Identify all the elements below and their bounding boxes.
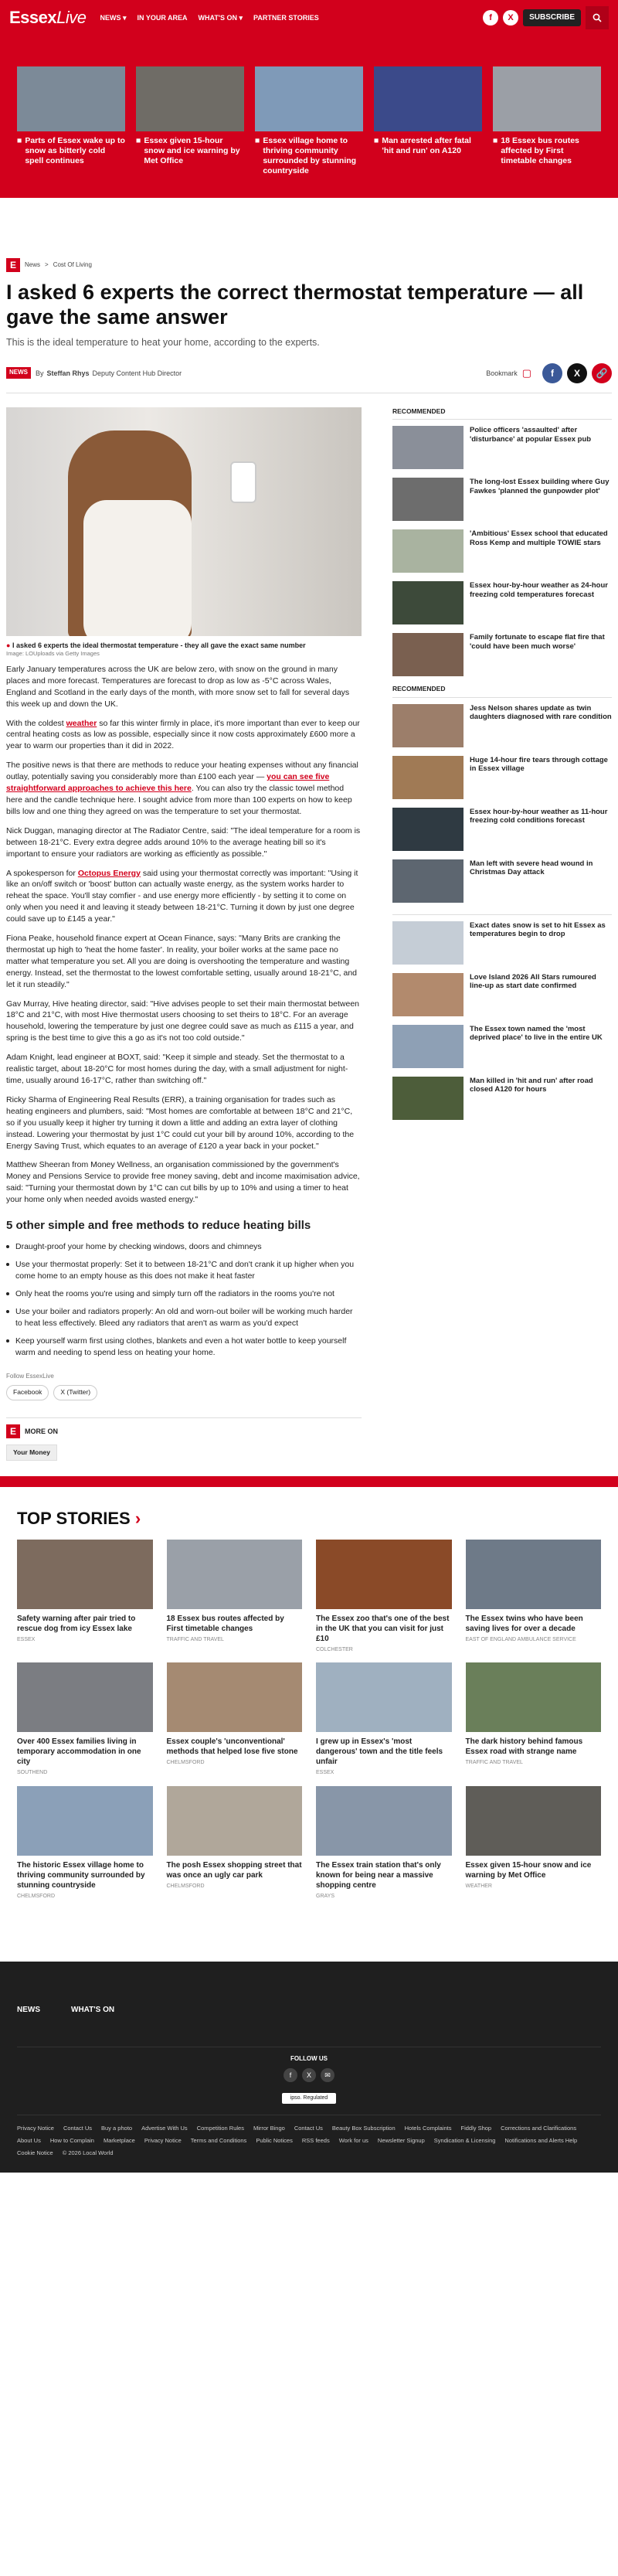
top-story-category[interactable]: WEATHER: [465, 1883, 492, 1889]
recommended-item[interactable]: [392, 478, 612, 521]
paragraph-4: Nick Duggan, managing director at The Radiator Centre, said: "The ideal temperature for a room is between 18-21°C. Every extra degree adds around 10% to the average heating bill so it's important to ensure your radiators are working as efficiently as possible.": [6, 825, 361, 859]
square-bullet-icon: ■: [374, 136, 379, 145]
follow-label: Follow EssexLive: [6, 1372, 54, 1380]
facebook-share-icon[interactable]: f: [542, 363, 562, 383]
recommended-item[interactable]: [392, 529, 612, 573]
footer-link[interactable]: Buy a photo: [101, 2124, 133, 2132]
recommended-title: Essex hour-by-hour weather as 24-hour freezing cold temperatures forecast: [470, 581, 608, 599]
top-story-image: [167, 1786, 303, 1856]
recommended-list-3: [392, 921, 612, 1120]
recommended-list-1: [392, 426, 612, 676]
recommended-item[interactable]: [392, 756, 612, 799]
essex-logo-icon: E: [6, 258, 20, 272]
top-story-item[interactable]: [316, 1662, 452, 1776]
recommended-title: Essex hour-by-hour weather as 11-hour freezing cold conditions forecast: [470, 807, 608, 825]
bookmark-icon[interactable]: ▢: [521, 366, 531, 379]
news-tag[interactable]: NEWS: [6, 367, 31, 379]
article-title: I asked 6 experts the correct thermostat temperature — all gave the same answer: [6, 281, 584, 329]
footer-link[interactable]: About Us: [17, 2136, 41, 2144]
nav-news[interactable]: NEWS ▾: [100, 13, 127, 22]
footer-link[interactable]: RSS feeds: [301, 2136, 330, 2144]
paragraph-3: The positive news is that there are methods to reduce your heating expenses without any financial outlay, potentially saving you considerably more than £100 each year — you can see five straightforward approaches to achieve this here. You can also try the classic towel method here and the candle technique here. I sought advice from more than 100 experts on how to keep bills low and one thing they agreed on was the temperature to set your thermostat.: [6, 761, 358, 816]
top-story-title: ■ Man arrested after fatal 'hit and run' on A120: [374, 136, 471, 156]
follow-us-label: FOLLOW US: [290, 2054, 328, 2062]
recommended-thumbnail: [392, 529, 464, 573]
follow-x-button[interactable]: X (Twitter): [53, 1385, 97, 1400]
recommended-title: The long-lost Essex building where Guy Fawkes 'planned the gunpowder plot': [470, 478, 610, 495]
top-story-category[interactable]: CHELMSFORD: [166, 1883, 205, 1889]
recommended-title: Family fortunate to escape flat fire that 'could have been much worse': [470, 633, 605, 651]
footer-link[interactable]: Mirror Bingo: [253, 2124, 285, 2132]
search-icon[interactable]: [586, 6, 609, 29]
top-story-card[interactable]: [493, 66, 601, 198]
sidebar: [392, 407, 612, 1462]
breadcrumb: [6, 198, 612, 280]
site-footer: [0, 1962, 618, 2173]
tip-item: Use your thermostat properly: Set it to between 18-21°C and don't crank it up higher when you come home to an empty house as this does not make it heat faster: [6, 1259, 362, 1282]
top-story-category[interactable]: SOUTHEND: [17, 1770, 48, 1776]
content-columns: [6, 407, 612, 1462]
top-story-category[interactable]: EAST OF ENGLAND AMBULANCE SERVICE: [465, 1637, 576, 1642]
recommended-thumbnail: [392, 581, 464, 624]
footer-links: [17, 2115, 601, 2157]
email-icon[interactable]: ✉: [321, 2068, 334, 2082]
top-story-item[interactable]: [466, 1786, 602, 1900]
recommended-thumbnail: [392, 1025, 464, 1068]
header-actions: [483, 6, 609, 29]
square-bullet-icon: ■: [136, 136, 141, 145]
paragraph-1: Early January temperatures across the UK are below zero, with snow on the ground in many places and more forecast. Temperatures are forecast to drop as low as -5°C across Wales, England and Scotland in the early days of the month, with more snow set to fall for several days this week up and down the UK.: [6, 664, 350, 709]
recommended-thumbnail: [392, 973, 464, 1016]
footer-link[interactable]: Work for us: [338, 2136, 368, 2144]
top-story-image: [167, 1662, 303, 1732]
recommended-item[interactable]: [392, 808, 612, 851]
top-story-item[interactable]: [17, 1540, 153, 1653]
recommended-thumbnail: [392, 756, 464, 799]
tip-item: Draught-proof your home by checking windows, doors and chimneys: [6, 1241, 362, 1253]
recommended-item[interactable]: [392, 1077, 612, 1120]
recommended-title: 'Ambitious' Essex school that educated Ross Kemp and multiple TOWIE stars: [470, 529, 608, 547]
recommended-thumbnail: [392, 426, 464, 469]
recommended-item[interactable]: [392, 973, 612, 1016]
top-story-item[interactable]: [17, 1662, 153, 1776]
top-story-category[interactable]: COLCHESTER: [316, 1647, 353, 1652]
octopus-energy-link[interactable]: Octopus Energy: [77, 868, 141, 878]
more-on-header: E MORE ON: [6, 1417, 362, 1438]
ipso-badge[interactable]: ipso. Regulated: [282, 2093, 336, 2104]
facebook-icon[interactable]: f: [483, 10, 498, 26]
top-story-image: [466, 1662, 602, 1732]
nav-whats-on[interactable]: WHAT'S ON ▾: [198, 13, 243, 22]
footer-link[interactable]: Contact Us: [294, 2124, 323, 2132]
recommended-item[interactable]: [392, 1025, 612, 1068]
top-stories-title[interactable]: TOP STORIES ›: [17, 1509, 141, 1529]
red-divider: [0, 1476, 618, 1487]
recommended-thumbnail: [392, 704, 464, 747]
recommended-item[interactable]: [392, 921, 612, 965]
footer-link[interactable]: Public Notices: [256, 2136, 293, 2144]
byline-by: By: [36, 369, 44, 377]
recommended-title: Police officers 'assaulted' after 'disturbance' at popular Essex pub: [470, 426, 592, 444]
footer-link[interactable]: Hotels Complaints: [404, 2124, 452, 2132]
recommended-heading: RECOMMENDED: [392, 685, 612, 697]
square-bullet-icon: ■: [255, 136, 260, 145]
top-bar: [0, 0, 618, 36]
recommended-thumbnail: [392, 633, 464, 676]
footer-sections: [17, 1962, 601, 2047]
recommended-title: Man left with severe head wound in Christmas Day attack: [470, 859, 593, 877]
top-story-card[interactable]: [255, 66, 363, 198]
top-story-item[interactable]: [466, 1540, 602, 1653]
footer-link[interactable]: Beauty Box Subscription: [331, 2124, 396, 2132]
top-story-item[interactable]: [316, 1786, 452, 1900]
recommended-item[interactable]: [392, 704, 612, 747]
x-icon[interactable]: X: [503, 10, 518, 26]
top-story-title: The posh Essex shopping street that was once an ugly car park: [166, 1860, 302, 1880]
recommended-title: Jess Nelson shares update as twin daughters diagnosed with rare condition: [470, 703, 612, 722]
breadcrumb-home[interactable]: News: [25, 260, 41, 268]
tips-list: [6, 1241, 362, 1358]
facebook-icon[interactable]: f: [284, 2068, 297, 2082]
weather-link[interactable]: weather: [66, 718, 97, 728]
x-icon[interactable]: X: [302, 2068, 316, 2082]
recommended-thumbnail: [392, 808, 464, 851]
recommended-title: Man killed in 'hit and run' after road closed A120 for hours: [470, 1076, 593, 1094]
bookmark-label[interactable]: Bookmark: [486, 369, 518, 377]
recommended-heading: RECOMMENDED: [392, 407, 612, 420]
top-story-title: ■ Essex given 15-hour snow and ice warning by Met Office: [136, 136, 240, 166]
paragraph-9: Ricky Sharma of Engineering Real Results (ERR), a training organisation for trades such as heating engineers and plumbers, said: "Most homes are comfortable at between 18°C and 21°C, so if you usually keep it higher try turning it down a little and adding an extra layer of clothing instead. Lowering your thermostat by just 1°C could cut your bill by around 10%, according to the Energy Saving Trust, which equates to an average of £120 a year back in your pocket.": [6, 1094, 355, 1151]
top-story-title: Essex given 15-hour snow and ice warning by Met Office: [465, 1860, 592, 1880]
top-story-title: The Essex train station that's only known for being near a massive shopping centre: [316, 1860, 441, 1890]
article-wrap: [0, 198, 618, 1461]
nav-partner-stories[interactable]: PARTNER STORIES: [253, 13, 319, 22]
paragraph-8: Adam Knight, lead engineer at BOXT, said: "Keep it simple and steady. Set the thermostat to a realistic target, about 18-20°C for most homes during the day, with a small adjustment for night-time, usually around 16-17°C, rather than switching off.": [6, 1053, 348, 1086]
top-story-title: Over 400 Essex families living in temporary accommodation in one city: [17, 1737, 141, 1767]
top-story-category[interactable]: CHELMSFORD: [17, 1893, 56, 1899]
top-story-category[interactable]: ESSEX: [17, 1637, 36, 1642]
paragraph-2: With the coldest weather so far this winter firmly in place, it's more important than ever to keep our central heating costs as low as possible, especially since it now costs approximately £600 more a year to warm our properties than it did in 2022.: [6, 718, 360, 751]
top-story-title: I grew up in Essex's 'most dangerous' town and the title feels unfair: [316, 1737, 443, 1767]
top-story-image: [466, 1786, 602, 1856]
top-story-title: Safety warning after pair tried to rescue dog from icy Essex lake: [17, 1615, 136, 1633]
recommended-thumbnail: [392, 478, 464, 521]
recommended-thumbnail: [392, 859, 464, 903]
top-story-title: Essex couple's 'unconventional' methods that helped lose five stone: [166, 1737, 298, 1757]
site-logo[interactable]: EssexLive: [9, 8, 87, 28]
site-header: [0, 0, 618, 198]
top-story-item[interactable]: [167, 1786, 303, 1900]
top-story-title: The dark history behind famous Essex road with strange name: [465, 1737, 583, 1757]
top-story-title: ■ Parts of Essex wake up to snow as bitterly cold spell continues: [17, 136, 125, 166]
recommended-title: Love Island 2026 All Stars rumoured line-up as start date confirmed: [470, 972, 596, 991]
footer-news[interactable]: NEWS: [17, 2006, 40, 2015]
link-share-icon[interactable]: 🔗: [592, 363, 612, 383]
recommended-item[interactable]: [392, 633, 612, 676]
square-bullet-icon: ■: [493, 136, 498, 145]
recommended-divider: [392, 911, 612, 915]
footer-link[interactable]: Cookie Notice: [17, 2149, 53, 2156]
recommended-item[interactable]: [392, 581, 612, 624]
tip-item: Keep yourself warm first using clothes, blankets and even a hot water bottle to keep yourself warm and needing to spend less on heating your home.: [6, 1336, 362, 1359]
hero-image: [6, 407, 362, 636]
top-story-title: 18 Essex bus routes affected by First timetable changes: [166, 1615, 284, 1633]
top-story-image: [17, 1662, 153, 1732]
recommended-title: The Essex town named the 'most deprived place' to live in the entire UK: [470, 1024, 603, 1043]
footer-link[interactable]: Newsletter Signup: [377, 2136, 425, 2144]
footer-link[interactable]: Marketplace: [103, 2136, 135, 2144]
top-story-image: [493, 66, 601, 131]
top-story-image: [17, 1786, 153, 1856]
square-bullet-icon: ■: [17, 136, 22, 145]
top-story-title: The Essex zoo that's one of the best in the UK that you can visit for just £10: [316, 1615, 450, 1643]
top-story-item[interactable]: [466, 1662, 602, 1776]
tip-item: Only heat the rooms you're using and simply turn off the radiators in the rooms you're not: [6, 1288, 362, 1300]
top-story-image: [316, 1662, 452, 1732]
top-story-image: [316, 1786, 452, 1856]
top-story-image: [17, 1540, 153, 1609]
top-stories-strip: [0, 36, 618, 198]
footer-link[interactable]: © 2026 Local World: [62, 2149, 114, 2156]
subscribe-button[interactable]: SUBSCRIBE: [523, 9, 581, 26]
top-story-category[interactable]: TRAFFIC AND TRAVEL: [166, 1637, 224, 1642]
footer-link[interactable]: Privacy Notice: [144, 2136, 182, 2144]
top-story-card[interactable]: [136, 66, 244, 198]
follow-facebook-button[interactable]: Facebook: [6, 1385, 49, 1400]
top-story-item[interactable]: [316, 1540, 452, 1653]
top-stories-grid: [17, 1540, 601, 1900]
top-story-category[interactable]: TRAFFIC AND TRAVEL: [465, 1760, 523, 1766]
article-body: [6, 407, 362, 1462]
footer-link[interactable]: How to Complain: [49, 2136, 94, 2144]
recommended-thumbnail: [392, 921, 464, 965]
recommended-title: Huge 14-hour fire tears through cottage in Essex village: [470, 755, 608, 774]
top-story-image: [167, 1540, 303, 1609]
footer-link[interactable]: Privacy Notice: [17, 2124, 54, 2132]
top-story-card[interactable]: [17, 66, 125, 198]
top-story-image: [316, 1540, 452, 1609]
top-story-category[interactable]: CHELMSFORD: [166, 1760, 205, 1766]
image-credit: Image: LOUploads via Getty Images: [6, 649, 100, 657]
footer-link[interactable]: Fiddly Shop: [460, 2124, 492, 2132]
five-approaches-link[interactable]: you can see five straightforward approaches to achieve this here: [6, 772, 330, 794]
footer-link[interactable]: Advertise With Us: [141, 2124, 188, 2132]
top-story-image: [136, 66, 244, 131]
footer-link[interactable]: Notifications and Alerts Help: [504, 2136, 578, 2144]
camera-icon: ●: [6, 641, 11, 649]
tip-item: Use your boiler and radiators properly: An old and worn-out boiler will be working much harder to heat less effectively. Bleed any radiators that aren't as warm as you'd expect: [6, 1306, 362, 1329]
x-share-icon[interactable]: X: [567, 363, 587, 383]
article-standfirst: This is the ideal temperature to heat your home, according to the experts.: [6, 336, 320, 348]
top-story-title: The historic Essex village home to thriving community surrounded by stunning countryside: [17, 1860, 145, 1890]
footer-link[interactable]: Contact Us: [63, 2124, 93, 2132]
paragraph-6: Fiona Peake, household finance expert at Ocean Finance, says: "Many Brits are cranking the thermostat up high to 'heat the home faster'. In reality, your boiler works at the same pace no matter what temperature you set. All you are doing is overshooting the temperature and wasting energy. Instead, set the thermostat to the lowest comfortable setting, usually around 18-21°C, and let it run steadily.": [6, 934, 358, 989]
essex-logo-icon: E: [6, 1424, 20, 1438]
follow-buttons: [6, 1385, 362, 1400]
top-story-item[interactable]: [17, 1786, 153, 1900]
top-story-title: The Essex twins who have been saving lives for over a decade: [465, 1615, 583, 1633]
breadcrumb-section[interactable]: Cost Of Living: [53, 260, 92, 268]
share-bar: [486, 363, 612, 383]
top-story-item[interactable]: [167, 1540, 303, 1653]
footer-link[interactable]: Syndication & Licensing: [433, 2136, 496, 2144]
image-caption: ● I asked 6 experts the ideal thermostat temperature - they all gave the exact same number: [6, 641, 306, 649]
breadcrumb-separator: >: [45, 260, 49, 268]
footer-link[interactable]: Terms and Conditions: [190, 2136, 247, 2144]
topic-chip-your-money[interactable]: Your Money: [6, 1445, 57, 1461]
top-story-image: [466, 1540, 602, 1609]
top-story-category[interactable]: ESSEX: [316, 1770, 334, 1776]
recommended-list-2: [392, 704, 612, 903]
footer-link[interactable]: Corrections and Clarifications: [501, 2124, 577, 2132]
recommended-item[interactable]: [392, 426, 612, 469]
byline: [6, 363, 612, 393]
nav-in-your-area[interactable]: IN YOUR AREA: [137, 13, 188, 22]
top-stories-section: [0, 1487, 618, 1900]
recommended-title: Exact dates snow is set to hit Essex as temperatures begin to drop: [470, 920, 606, 939]
footer-link[interactable]: Competition Rules: [196, 2124, 244, 2132]
tips-heading: 5 other simple and free methods to reduce heating bills: [6, 1219, 311, 1233]
main-nav: [100, 13, 483, 22]
paragraph-10: Matthew Sheeran from Money Wellness, an organisation commissioned by the government's Money and Pensions Service to provide free money saving, debt and income maximisation advice, said: "Turning your thermostat down by 1°C can cut bills by up to 10% and using a timer to heat your home only when needed avoids wasted energy.": [6, 1160, 360, 1205]
top-story-image: [374, 66, 482, 131]
top-story-title: ■ 18 Essex bus routes affected by First timetable changes: [493, 136, 579, 166]
top-story-category[interactable]: GRAYS: [316, 1893, 334, 1899]
top-story-item[interactable]: [167, 1662, 303, 1776]
author-name[interactable]: Steffan Rhys: [46, 369, 90, 377]
paragraph-7: Gav Murray, Hive heating director, said: "Hive advises people to set their main thermostat between 18°C and 21°C, with most Hive thermostat users choosing to set theirs to 18°C. For an average household, lowering the temperature by just one degree could save as much as £115 a year, and spring is the best time to give this a go as it's not too cold outside.": [6, 999, 360, 1043]
author-role: Deputy Content Hub Director: [92, 369, 182, 377]
paragraph-5: A spokesperson for Octopus Energy said using your thermostat correctly was important: "Using it like an on/off switch or 'boost' button can actually waste energy, as the system works harder to reheat the space. You'll stay comfier - and use energy more efficiently - by setting it to come on only when you need it and leaving it steady between 18-21°C. Turning it down by just one degree could save up to £145 a year.": [6, 868, 358, 924]
footer-follow: [17, 2047, 601, 2082]
footer-whats-on[interactable]: WHAT'S ON: [71, 2006, 115, 2015]
top-story-image: [255, 66, 363, 131]
recommended-item[interactable]: [392, 859, 612, 903]
recommended-thumbnail: [392, 1077, 464, 1120]
top-story-image: [17, 66, 125, 131]
top-story-title: ■ Essex village home to thriving community surrounded by stunning countryside: [255, 136, 357, 176]
top-story-card[interactable]: [374, 66, 482, 198]
